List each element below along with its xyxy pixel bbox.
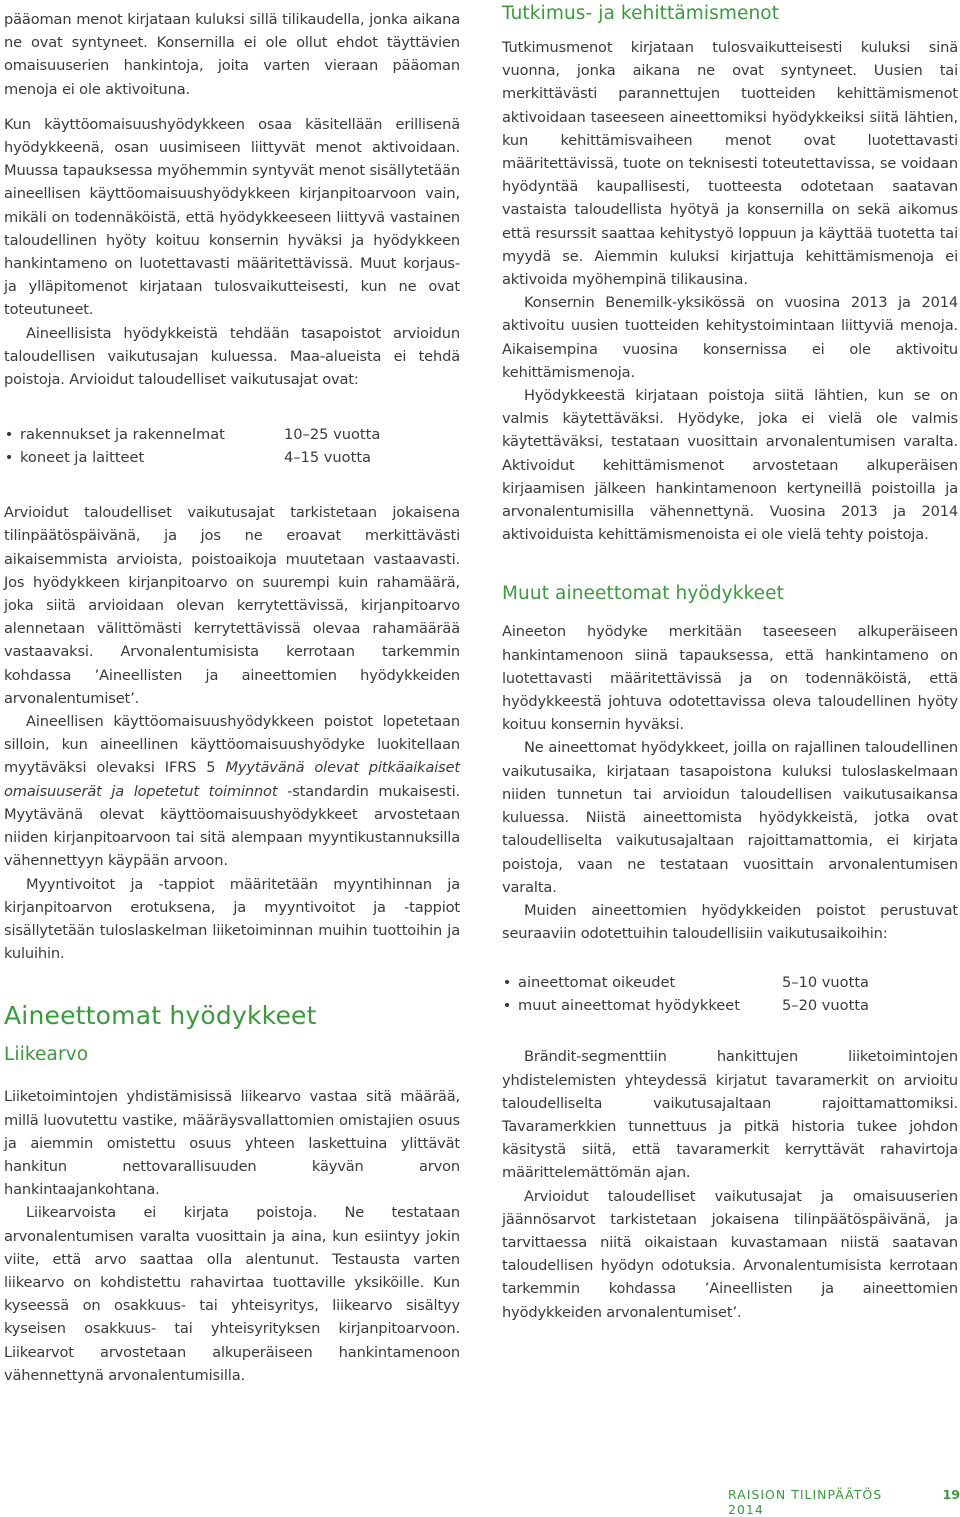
- paragraph-other-3: Muiden aineettomien hyödykkeiden poistot perustuvat seuraaviin odotettuihin taloudellisiin vaikutusaikoihin:: [502, 901, 958, 943]
- useful-life-list-intangible: [502, 971, 958, 1017]
- useful-life: 10–25 vuotta: [284, 426, 381, 444]
- page-footer: [728, 1487, 960, 1517]
- paragraph-goodwill-2: Liikearvoista ei kirjata poistoja. Ne testataan arvonalentumisen varalta vuosittain ja aina, kun esiintyy jokin viite, että arvo saattaa olla alentunut. Testausta varten liikearvo on kohdistettu rahavirtaa tuottaville yksiköille. Kun kyseessä on osakkuus- tai yhteisyritys, liikearvo sisältyy kyseisen osakkuus- tai yhteisyrityksen kirjanpitoarvoon. Liikearvot arvostetaan alkuperäiseen hankintamenoon vähennettynä arvonalentumisilla.: [4, 1204, 460, 1384]
- text-span: Aineellisen käyttöomaisuushyödykkeen poistot lopetetaan silloin, kun aineellinen käyttöomaisuushyödyke luokitellaan myytäväksi olevaksi IFRS 5: [4, 713, 460, 777]
- asset-class: koneet ja laitteet: [20, 449, 145, 467]
- paragraph-rd-3: Hyödykkeestä kirjataan poistoja siitä lähtien, kun se on valmis käytettäväksi. Hyödyke, joka ei vielä ole valmis käytettäväksi, testataan vuosittain arvonalentumisen varalta. Aktivoidut kehittämismenot arvostetaan alkuperäisen kirjaamisen jälkeen hankintamenoon kertyneillä poistoilla ja arvonalentumisilla vähennettynä. Vuosina 2013 ja 2014 aktivoiduista kehittämismenoista ei ole vielä tehty poistoja.: [502, 387, 958, 544]
- standard-title: Myytävänä olevat pitkäaikaiset omaisuuserät ja lopetetut toiminnot: [4, 759, 461, 800]
- paragraph-other-2: Ne aineettomat hyödykkeet, joilla on rajallinen taloudellinen vaikutusaika, kirjataan tasapoistona kuluksi tuloslaskelmaan niiden tunnetun tai arvioidun taloudellisen vaikutusaikansa kuluessa. Niistä aineettomista hyödykkeistä, jotka ovat taloudelliselta vaikutusajaltaan rajoittamattomia, ei kirjata poistoja, vaan ne testataan vuosittain arvonalentumisen varalta.: [502, 739, 958, 896]
- paragraph-held-for-sale: [4, 710, 460, 872]
- bullet-dot: •: [4, 426, 14, 444]
- heading-other-intangibles: Muut aineettomat hyödykkeet: [502, 583, 784, 605]
- paragraph-useful-life-review: Arvioidut taloudelliset vaikutusajat tarkistetaan jokaisena tilinpäätöspäivänä, ja jos ne eroavat merkittävästi aikaisemmista arvioista, poistoaikoja muutetaan vastaavasti. Jos hyödykkeen kirjanpitoarvo on suurempi kuin rahamäärä, joka siitä arvioidaan olevan kerrytettävissä, kirjanpitoarvo alennetaan välittömästi kerrytettävissä olevaa rahamäärää vastaavaksi. Arvonalentumisista kerrotaan tarkemmin kohdassa ’Aineellisten ja aineettomien hyödykkeiden arvonalentumiset’.: [4, 504, 460, 707]
- intro-paragraph-1: pääoman menot kirjataan kuluksi sillä tilikaudella, jonka aikana ne ovat syntyneet. Konsernilla ei ole ollut ehdot täyttävien omaisuuserien hankintoja, joita varten vieraan pääoman menoja ei ole aktivoituna.: [4, 11, 460, 98]
- text-span: -standardin mukaisesti. Myytävänä olevat käyttöomaisuushyödykkeet arvostetaan niiden kirjanpitoarvoon tai sitä alempaan myyntikustannuksilla vähennettyyn käypään arvoon.: [4, 782, 460, 870]
- asset-class: muut aineettomat hyödykkeet: [518, 997, 740, 1015]
- paragraph-rd-1: Tutkimusmenot kirjataan tulosvaikutteisesti kuluksi sinä vuonna, jonka aikana ne ovat syntyneet. Uusien tai merkittävästi parannettujen tuotteiden kehittämismenot aktivoidaan taseeseen aineettomiksi hyödykkeiksi siitä lähtien, kun kehittämisvaiheen menot ovat luotettavasti määritettävissä, tuote on teknisesti toteutettavissa, se voidaan hyödyntää kaupallisesti, tuotteesta odotetaan saatavan vastaista taloudellista hyötyä ja konsernilla on sekä aikomus että resurssit saattaa kehitystyö loppuun ja käyttää tuotetta tai myydä se. Aiemmin kuluksi kirjattuja kehittämismenoja ei aktivoida myöhempinä tilikausina.: [502, 39, 958, 289]
- left-column: [4, 0, 460, 1387]
- heading-intangible-assets: Aineettomat hyödykkeet: [4, 1001, 317, 1031]
- useful-life: 4–15 vuotta: [284, 449, 371, 467]
- right-column: [502, 0, 958, 1324]
- paragraph-review: Arvioidut taloudelliset vaikutusajat ja omaisuuserien jäännösarvot tarkistetaan jokaisena tilinpäätöspäivänä, ja tarvittaessa niitä oikaistaan kuvastamaan niistä saatavan taloudellisen hyödyn odotuksia. Arvonalentumisista kerrotaan tarkemmin kohdassa ’Aineellisten ja aineettomien hyödykkeiden arvonalentumiset’.: [502, 1187, 958, 1321]
- list-item: [502, 994, 958, 1017]
- subheading-goodwill: Liikearvo: [4, 1044, 89, 1066]
- useful-life-list-tangible: [4, 423, 460, 469]
- list-item: [502, 971, 958, 994]
- list-item: [4, 423, 460, 446]
- report-title: RAISION TILINPÄÄTÖS 2014: [728, 1487, 883, 1517]
- paragraph-other-1: Aineeton hyödyke merkitään taseeseen alkuperäiseen hankintamenoon siinä tapauksessa, että hankintameno on luotettavasti määritettävissä ja on todennäköistä, että hyödykkeestä johtuva odotettavissa oleva taloudellinen hyöty koituu konsernin hyväksi.: [502, 623, 958, 734]
- bullet-dot: •: [502, 997, 512, 1015]
- intro-paragraph-2: Kun käyttöomaisuushyödykkeen osaa käsitellään erillisenä hyödykkeenä, osan uusimiseen liittyvät menot aktivoidaan. Muussa tapauksessa myöhemmin syntyvät menot sisällytetään aineellisen käyttöomaisuushyödykkeen kirjanpitoarvoon vain, mikäli on todennäköistä, että hyödykkeeseen liittyvä vastainen taloudellinen hyöty koituu konsernin hyväksi ja hyödykkeen hankintameno on luotettavasti määritettävissä. Muut korjaus- ja ylläpitomenot kirjataan tulosvaikutteisesti, kun ne ovat toteutuneet.: [4, 115, 460, 319]
- paragraph-sales-gains: Myyntivoitot ja -tappiot määritetään myyntihinnan ja kirjanpitoarvon erotuksena, ja myyntivoitot ja -tappiot sisällytetään tuloslaskelman liiketoiminnan muihin tuottoihin ja kuluihin.: [4, 875, 460, 963]
- bullet-dot: •: [4, 449, 14, 467]
- useful-life: 5–20 vuotta: [782, 997, 869, 1015]
- list-item: [4, 446, 460, 469]
- useful-life: 5–10 vuotta: [782, 974, 869, 992]
- bullet-dot: •: [502, 974, 512, 992]
- heading-research-development: Tutkimus- ja kehittämismenot: [502, 3, 780, 24]
- asset-class: rakennukset ja rakennelmat: [20, 426, 225, 444]
- asset-class: aineettomat oikeudet: [518, 974, 676, 992]
- paragraph-rd-2: Konsernin Benemilk-yksikössä on vuosina 2013 ja 2014 aktivoitu uusien tuotteiden kehitystoimintaan liittyviä menoja. Aikaisempina vuosina konsernissa ei ole aktivoitu kehittämismenoja.: [502, 294, 958, 381]
- page-number: 19: [942, 1487, 960, 1502]
- intro-paragraph-3: Aineellisista hyödykkeistä tehdään tasapoistot arvioidun taloudellisen vaikutusajan kuluessa. Maa-alueista ei tehdä poistoja. Arvioidut taloudelliset vaikutusajat ovat:: [4, 324, 460, 389]
- paragraph-brands: Brändit-segmenttiin hankittujen liiketoimintojen yhdistelemisten yhteydessä kirjatut tavaramerkit on arvioitu taloudelliselta vaikutusajaltaan rajoittamattomiksi. Tavaramerkkien tunnettuus ja pitkä historia tukee johdon käsitystä siitä, että tavaramerkit kerryttävät rahavirtoja määrittelemättömän ajan.: [502, 1048, 958, 1182]
- paragraph-goodwill-1: Liiketoimintojen yhdistämisissä liikearvo vastaa sitä määrää, millä luovutettu vastike, määräysvallattomien omistajien osuus ja aiemmin omistettu osuus yhteen laskettuina ylittävät hankitun nettovarallisuuden käyvän arvon hankintaajankohtana.: [4, 1088, 460, 1199]
